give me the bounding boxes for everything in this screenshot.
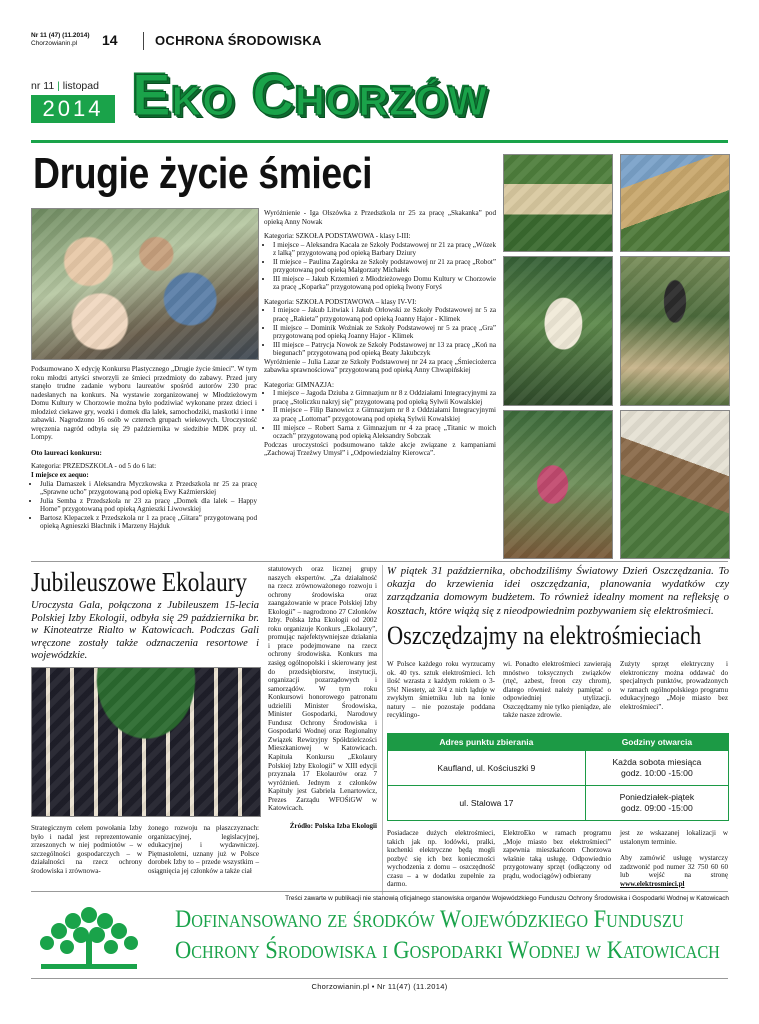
cat-preschool: Kategoria: PRZEDSZKOLA - od 5 do 6 lat: xyxy=(31,462,157,471)
vertical-rule xyxy=(382,565,383,895)
hours-days: Poniedziałek-piątek xyxy=(619,792,695,802)
issue-info: Nr 11 (47) (11.2014) xyxy=(31,32,90,39)
table-cell-address: Kaufland, ul. Kościuszki 9 xyxy=(388,751,586,786)
cat-gimnazja: Kategoria: GIMNAZJA: xyxy=(264,380,334,389)
article2-col1: Strategicznym celem powołania Izby było i nadal jest reprezentowanie zrzeszonych w niej podmiotów – w szczególności gospodarczych – w działalności na rzecz ochrony środowiska i zrównowa- xyxy=(31,824,142,875)
table-cell-hours xyxy=(585,751,728,786)
list-item: • I miejsce – Jakub Litwiak i Jakub Orłowski ze Szkoły Podstawowej nr 5 za pracę „Rakieta” przygotowaną pod opieką Joanny Hajor - Klimek xyxy=(273,306,496,323)
photo-doll-stroller xyxy=(503,410,613,559)
funding-line-1: Dofinansowano ze środków Wojewódzkiego Funduszu xyxy=(175,906,684,933)
cat-sp13: Kategoria: SZKOŁA PODSTAWOWA - klasy I-III: xyxy=(264,232,411,241)
funding-line-2: Ochrony Środowiska i Gospodarki Wodnej w Katowicach xyxy=(175,937,720,964)
bcol3-text-b xyxy=(620,854,728,888)
issue-label xyxy=(31,80,99,92)
preschool-distinction: Wyróżnienie - Iga Olszówka z Przedszkola nr 25 za pracę „Skakanka” pod opieką Anny Nowak xyxy=(264,209,496,226)
article2-col2: żonego rozwoju na płaszczyznach: organizacyjnej, legislacyjnej, edukacyjnej i wydawniczej. Piętnastoletni, uznany już w Polsce dorobek Izby to – przede wszystkim – osiągnięcia jej członków a także ciał xyxy=(148,824,259,875)
article2-col3-text: statutowych oraz licznej grupy naszych ekspertów. „Za działalność na rzecz zrównoważonego rozwoju i ochrony środowiska oraz zaangażowanie w prace Polskiej Izby Ekologii” – nagrodzono 27 Członków Izby. Polska Izba Ekologii od 2002 roku organizuje Konkurs „Ekolaury”, promując najefektywniejsze działania i prace podejmowane na rzecz ochrony środowiska. Konkurs ma zasięg ogólnopolski i skierowany jest do przedsiębiorstw, instytucji, organizacji pozarządowych i samorządów. W tym roku Konkursowi honorowego patronatu udzielili Minister Środowiska, Minister Gospodarki, Narodowy Fundusz Ochrony Środowiska i Gospodarki Wodnej oraz Regionalny Związek Rewizyjny Spółdzielczości Mieszkaniowej w Katowicach. Kapituła Konkursu „Ekolaury Polskiej Izby Ekologii” w XIII edycji przyznała 17 Ekolaurów oraz 7 wyróżnień. Jednym z członków Kapituły jest Gabriela Lenartowicz, Prezes Zarządu WFOŚiGW w Katowicach. xyxy=(268,565,377,813)
preschool-list xyxy=(31,480,257,531)
footer-rule xyxy=(31,891,728,892)
issue-month: listopad xyxy=(62,80,99,92)
list-item: • Julia Damaszek i Aleksandra Myczkowska z Przedszkola nr 25 za pracę „Sprawne ucho” przygotowaną pod opieką Ewy Kaźmierskiej xyxy=(40,480,257,497)
article3-headline: Oszczędzajmy na elektrośmieciach xyxy=(387,621,702,650)
banner-title: Eko Chorzów xyxy=(132,63,488,128)
sp13-list xyxy=(264,241,496,292)
issue-sep: | xyxy=(57,80,60,92)
list-item: • I miejsce – Jagoda Dziuba z Gimnazjum nr 8 z Oddziałami Integracyjnymi za pracę „Stoliczku nakryj się” przygotowaną pod opieką Sylwii Kowalskiej xyxy=(273,389,496,406)
list-item: • III miejsce – Robert Sarna z Gimnazjum nr 4 za pracę „Titanic w moich oczach” przygotowaną pod opieką Aleksandry Sobczak xyxy=(273,424,496,441)
collection-points-table xyxy=(387,733,729,821)
article2-headline: Jubileuszowe Ekolaury xyxy=(31,567,248,597)
list-item: • III miejsce – Jakub Krzemień z Młodzieżowego Domu Kultury w Chorzowie za pracę „Koparka” przygotowaną pod opieką Iwony Foryś xyxy=(273,275,496,292)
article3-col2: wi. Ponadto elektrośmieci zawierają mnóstwo toksycznych związków (rtęć, azbest, freon czy chrom), dlatego również należy pamiętać o odpowiedniej utylizacji. Oszczędzamy nie tylko pieniądze, ale także nasze zdrowie. xyxy=(503,660,611,720)
page-number: 14 xyxy=(102,32,118,48)
article1-closing: Podczas uroczystości podsumowano także akcje związane z kampaniami „Zachowaj Trzeźwy Umysł” i „Odpowiedzialny Kierowca”. xyxy=(264,440,496,458)
year-box xyxy=(31,95,115,123)
issue-nr: nr 11 xyxy=(31,80,55,92)
article1-intro: Podsumowano X edycję Konkursu Plastycznego „Drugie życie śmieci”. W tym roku młodzi artyści stworzyli ze śmieci przedmioty do zabawy. Przed jury stanęło trudne zadanie wyboru laureatów spośród autorów 230 prac nadesłanych na konkurs. Na wystawie zorganizowanej w Młodzieżowym Domu Kultury w Chorzowie można było podziwiać wykonane przez dzieci i młodzież ciekawe gry, wozki i domek dla lalek, samochodziki, maskotki i inne zabawki. Nagrodzono 16 osób w czterech grupach wiekowych. Uroczystość wręczenia nagród odbyła się 29 października w siedzibie MDK przy ul. Lompy. xyxy=(31,365,257,442)
article3-col3: Zużyty sprzęt elektryczny i elektroniczny można oddawać do specjalnych punktów, prowadzonych w ramach ogólnopolskiego programu edukacyjnego „Moje miasto bez elektrośmieci”. xyxy=(620,660,728,711)
hours-days: Każda sobota miesiąca xyxy=(612,757,702,767)
table-header-hours: Godziny otwarcia xyxy=(585,734,728,751)
hours-time: godz. 09:00 -15:00 xyxy=(621,803,693,813)
article1-col2 xyxy=(264,209,496,458)
kids-exhibition-photo xyxy=(31,208,259,360)
masthead-divider xyxy=(143,32,144,50)
bottom-rule xyxy=(31,978,728,979)
table-cell-hours xyxy=(585,786,728,821)
article2-col3 xyxy=(268,565,377,830)
list-item: • I miejsce – Aleksandra Kacała ze Szkoły Podstawowej nr 21 za pracę „Wózek z lalką” przygotowaną pod opieką Barbary Dziury xyxy=(273,241,496,258)
photo-headphones-toy xyxy=(503,154,613,252)
sp46-list xyxy=(264,306,496,357)
sp46-distinction: Wyróżnienie – Julia Lazar ze Szkoły Podstawowej nr 24 za pracę „Śmieciożerca zabawka sprawnościowa” przygotowaną pod opieką Anny Chwapińskiej xyxy=(264,357,496,375)
list-item: • II miejsce – Paulina Zagórska ze Szkoły podstawowej nr 21 za pracę „Robot” przygotowaną pod opieką Małgorzaty Michałek xyxy=(273,258,496,275)
photo-cardboard-toy xyxy=(620,410,730,559)
ekolaury-gala-photo xyxy=(31,667,261,817)
photo-doll-house xyxy=(620,154,730,252)
list-item: • Julia Semba z Przedszkola nr 23 za pracę „Domek dla lalek – Happy Home” przygotowaną pod opieką Agnieszki Liwowskiej xyxy=(40,497,257,514)
tree-logo-icon xyxy=(33,905,145,971)
article3-bcol1: Posiadacze dużych elektrośmieci, takich jak np. lodówki, pralki, kuchenki elektryczne będą mogli pozbyć się ich bez konieczności wychodzenia z domu – oszczędność czasu – a w dodatku zupełnie za darmo. xyxy=(387,829,495,889)
gim-list xyxy=(264,389,496,440)
year-text: 2014 xyxy=(42,96,104,121)
list-item: • II miejsce – Filip Banowicz z Gimnazjum nr 8 z Oddziałami Integracyjnymi za pracę „Lottomat” przygotowaną pod opieką Sylwii Kowalskiej xyxy=(273,406,496,423)
article2-lead: Uroczysta Gala, połączona z Jubileuszem 15-lecia Polskiej Izby Ekologii, odbyła się 29 października br. w Kinoteatrze Rialto w Katowicach. Podczas Gali wręczone zostały także odznaczenia resortowe i wojewódzkie. xyxy=(31,600,259,662)
section-title: OCHRONA ŚRODOWISKA xyxy=(155,33,322,48)
laureates-header: Oto laureaci konkursu: xyxy=(31,448,102,457)
article1-col1 xyxy=(31,365,257,531)
photo-robot-toy xyxy=(503,256,613,406)
article3-col1: W Polsce każdego roku wyrzucamy ok. 40 tys. sztuk elektrośmieci. Ich ilość wzrasta z każdym rokiem o 3-5%! Niestety, aż 3/4 z nich ląduje w zwykłym śmietniku lub na łonie natury – nie pozostaje poddana recyklingo- xyxy=(387,660,495,720)
photo-figure-toy xyxy=(620,256,730,406)
list-item: • II miejsce – Dominik Woźniak ze Szkoły Podstawowej nr 5 za pracę „Gra” przygotowaną pod opieką Joanny Hajor - Klimek xyxy=(273,324,496,341)
preschool-first: I miejsce ex aequo: xyxy=(31,471,89,480)
bottom-footer: Chorzowianin.pl • Nr 11(47) (11.2014) xyxy=(311,982,448,991)
bcol3-text-b-span: Aby zamówić usługę wystarczy zadzwonić pod numer 32 750 60 60 lub wejść na stronę xyxy=(620,854,728,880)
elektrosmieci-link[interactable]: www.elektrosmieci.pl xyxy=(620,879,685,888)
banner-rule xyxy=(31,140,728,143)
masthead xyxy=(31,32,731,52)
hours-time: godz. 10:00 -15:00 xyxy=(621,768,693,778)
article2-source: Źródło: Polska Izba Ekologii xyxy=(289,821,377,830)
list-item: • III miejsce – Patrycja Nowok ze Szkoły Podstawowej nr 13 za pracę „Koń na biegunach” przygotowaną pod opieką Beaty Jakubczyk xyxy=(273,341,496,358)
cat-sp46: Kategoria: SZKOŁA PODSTAWOWA – klasy IV-VI: xyxy=(264,297,417,306)
table-header-address: Adres punktu zbierania xyxy=(388,734,586,751)
article3-bcol2: ElektroEko w ramach programu „Moje miasto bez elektrośmieci” zapewnia mieszkańcom Chorzowa właśnie taką usługę. Odpowiednio przygotowany sprzęt (odłączony od prądu, wodociągów) odbierany xyxy=(503,829,611,880)
table-cell-address: ul. Stalowa 17 xyxy=(388,786,586,821)
article3-bcol3 xyxy=(620,829,728,888)
article1-headline: Drugie życie śmieci xyxy=(33,149,373,198)
table-row xyxy=(388,786,729,821)
article3-lead: W piątek 31 października, obchodziliśmy Światowy Dzień Oszczędzania. To okazja do krzewienia idei oszczędzania, planowania wydatków czy zarządzania domowym budżetem. To również idealny moment na refleksję o kosztach, które wiążą się z nieodpowiednim pozbywaniem się elektrośmieci. xyxy=(387,565,729,617)
table-row xyxy=(388,751,729,786)
bcol3-text-a: jest ze wskazanej lokalizacji w ustalonym terminie. xyxy=(620,829,728,846)
section-rule xyxy=(31,561,728,562)
disclaimer: Treści zawarte w publikacji nie stanowią oficjalnego stanowiska organów Wojewódzkiego Funduszu Ochrony Środowiska i Gospodarki Wodnej w Katowicach xyxy=(285,895,729,902)
wfosigw-logo xyxy=(33,905,145,971)
site-name: Chorzowianin.pl xyxy=(31,40,78,47)
table-header-row xyxy=(388,734,729,751)
list-item: • Bartosz Klepaczek z Przedszkola nr 1 za pracę „Gitara” przygotowaną pod opieką Agnieszki Błachnik i Marzeny Hajduk xyxy=(40,514,257,531)
